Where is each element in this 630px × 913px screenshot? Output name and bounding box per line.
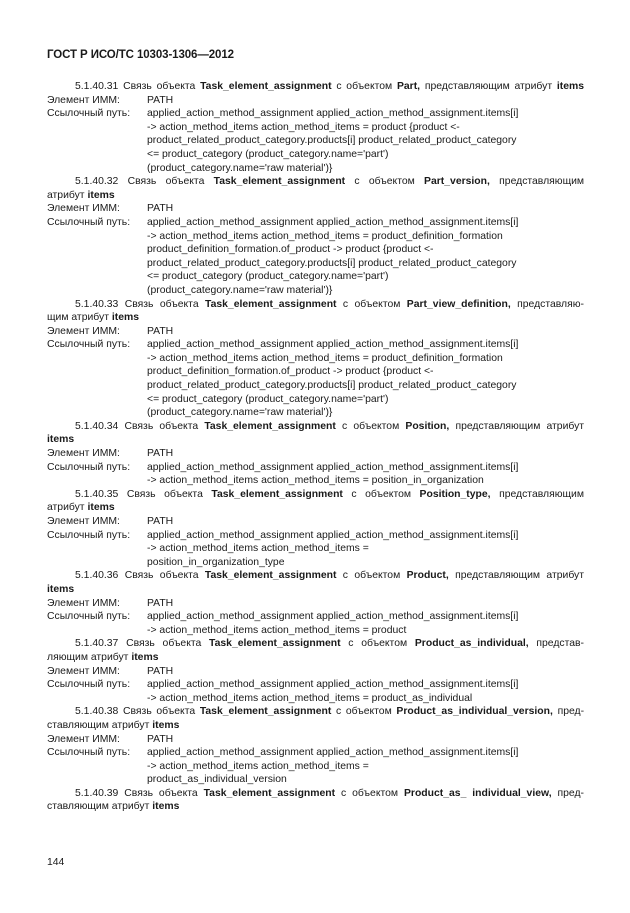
section-number: 5.1.40.35 xyxy=(75,488,119,500)
attribute-name: items xyxy=(556,81,584,92)
heading-text: пред- xyxy=(557,787,585,799)
path-line: applied_action_method_assignment applied_action_method_assignment.items[i] xyxy=(147,339,519,351)
attribute-name: items xyxy=(152,801,180,813)
entity-name: Task_element_assignment xyxy=(213,176,346,188)
path-line: applied_action_method_assignment applied_action_method_assignment.items[i] xyxy=(147,108,519,120)
heading-continuation xyxy=(47,800,584,814)
heading-first-line xyxy=(47,175,584,189)
heading-first-line xyxy=(47,298,584,312)
element-row xyxy=(47,665,584,679)
section-heading xyxy=(47,420,584,447)
path-value xyxy=(147,678,584,705)
element-row xyxy=(47,597,584,611)
heading-first-line xyxy=(47,637,584,651)
element-value: PATH xyxy=(147,325,174,337)
heading-text: ставляющим атрибут xyxy=(47,801,150,813)
path-label: Ссылочный путь: xyxy=(47,747,131,759)
attribute-name: items xyxy=(131,651,159,663)
attribute-name: items xyxy=(111,312,139,324)
document-body xyxy=(47,80,584,814)
path-value xyxy=(147,338,584,420)
target-entity-name: Product, xyxy=(406,570,449,582)
target-entity-name: Position, xyxy=(405,420,450,432)
section-heading xyxy=(47,787,584,814)
mapping-section xyxy=(47,420,584,488)
heading-first-line xyxy=(47,488,584,502)
section-heading xyxy=(47,705,584,732)
entity-name: Task_element_assignment xyxy=(199,706,332,718)
path-line: applied_action_method_assignment applied_action_method_assignment.items[i] xyxy=(147,679,519,691)
path-line: product_definition_formation.of_product -> product {product <- xyxy=(147,244,434,256)
entity-name: Task_element_assignment xyxy=(204,570,337,582)
path-row xyxy=(47,107,584,175)
path-label: Ссылочный путь: xyxy=(47,108,131,120)
element-label: Элемент ИММ: xyxy=(47,597,120,609)
section-number: 5.1.40.32 xyxy=(75,176,119,188)
attribute-name: items xyxy=(152,719,180,731)
section-heading xyxy=(47,637,584,664)
heading-text: представляющим атрибут xyxy=(424,81,553,92)
path-line: applied_action_method_assignment applied_action_method_assignment.items[i] xyxy=(147,747,519,759)
heading-text: Связь объекта xyxy=(124,298,199,310)
heading-text: Связь объекта xyxy=(126,488,203,500)
heading-text: представ- xyxy=(536,638,584,650)
path-line: applied_action_method_assignment applied_action_method_assignment.items[i] xyxy=(147,529,519,541)
entity-name: Task_element_assignment xyxy=(211,488,343,500)
path-line: -> action_method_items action_method_items = product {product <- xyxy=(147,121,460,133)
target-entity-name: Position_type, xyxy=(419,488,491,500)
element-label: Элемент ИММ: xyxy=(47,203,120,215)
attribute-name: items xyxy=(47,583,75,595)
heading-first-line xyxy=(47,705,584,719)
element-label: Элемент ИММ: xyxy=(47,516,120,527)
path-row xyxy=(47,610,584,637)
path-label: Ссылочный путь: xyxy=(47,679,131,691)
entity-name: Task_element_assignment xyxy=(209,638,341,650)
section-number: 5.1.40.36 xyxy=(75,570,119,582)
attribute-name: items xyxy=(87,502,115,514)
heading-text: Связь объекта xyxy=(124,570,199,582)
path-label: Ссылочный путь: xyxy=(47,611,131,623)
heading-text: с объектом xyxy=(335,706,392,718)
heading-text: Связь объекта xyxy=(126,638,202,650)
mapping-section xyxy=(47,80,584,175)
element-label: Элемент ИММ: xyxy=(47,325,120,337)
path-line: position_in_organization_type xyxy=(147,556,285,568)
attribute-name: items xyxy=(87,189,115,201)
element-label: Элемент ИММ: xyxy=(47,448,120,460)
heading-first-line xyxy=(47,420,584,434)
heading-continuation xyxy=(47,719,584,733)
element-row xyxy=(47,733,584,747)
heading-text: с объектом xyxy=(351,488,412,500)
path-line: -> action_method_items action_method_items = product_as_individual xyxy=(147,692,473,704)
heading-continuation xyxy=(47,651,584,665)
heading-first-line xyxy=(47,569,584,583)
document-header: ГОСТ Р ИСО/ТС 10303-1306—2012 xyxy=(47,49,234,61)
page-number: 144 xyxy=(47,857,65,868)
section-number: 5.1.40.34 xyxy=(75,420,119,432)
element-value: PATH xyxy=(147,665,174,677)
path-line: -> action_method_items action_method_items = product_definition_formation xyxy=(147,352,503,364)
element-value: PATH xyxy=(147,94,174,106)
heading-text: представляющим xyxy=(499,488,584,500)
path-row xyxy=(47,746,584,787)
heading-text: с объектом xyxy=(336,81,393,92)
element-row xyxy=(47,447,584,461)
heading-continuation xyxy=(47,501,584,515)
path-value xyxy=(147,107,584,175)
section-number: 5.1.40.38 xyxy=(75,706,119,718)
heading-continuation xyxy=(47,433,584,447)
section-number: 5.1.40.39 xyxy=(75,787,119,799)
heading-text: с объектом xyxy=(341,787,399,799)
entity-name: Task_element_assignment xyxy=(200,81,332,92)
path-line: -> action_method_items action_method_items = xyxy=(147,543,369,555)
path-value xyxy=(147,216,584,298)
heading-text: с объектом xyxy=(341,420,400,432)
mapping-section xyxy=(47,569,584,637)
element-value: PATH xyxy=(147,203,174,215)
section-number: 5.1.40.31 xyxy=(75,81,119,92)
element-row xyxy=(47,202,584,216)
section-heading xyxy=(47,175,584,202)
element-value: PATH xyxy=(147,733,174,745)
section-heading xyxy=(47,569,584,596)
path-line: product_related_product_category.products[i] product_related_product_category xyxy=(147,380,517,392)
target-entity-name: Part_version, xyxy=(424,176,490,188)
section-number: 5.1.40.33 xyxy=(75,298,119,310)
entity-name: Task_element_assignment xyxy=(204,420,336,432)
path-row xyxy=(47,338,584,420)
mapping-section xyxy=(47,488,584,570)
element-label: Элемент ИММ: xyxy=(47,665,120,677)
element-value: PATH xyxy=(147,516,174,527)
path-line: applied_action_method_assignment applied_action_method_assignment.items[i] xyxy=(147,461,519,473)
path-line: -> action_method_items action_method_items = product_definition_formation xyxy=(147,230,503,242)
element-label: Элемент ИММ: xyxy=(47,733,120,745)
path-line: <= product_category (product_category.name='part') xyxy=(147,271,389,283)
target-entity-name: Product_as_ individual_view, xyxy=(403,787,552,799)
heading-continuation xyxy=(47,189,584,203)
heading-text: представляющим xyxy=(499,176,585,188)
path-value xyxy=(147,461,584,488)
path-line: -> action_method_items action_method_items = product xyxy=(147,624,407,636)
target-entity-name: Product_as_individual, xyxy=(414,638,529,650)
path-label: Ссылочный путь: xyxy=(47,529,131,541)
heading-text: с объектом xyxy=(342,298,401,310)
heading-text: щим атрибут xyxy=(47,312,109,324)
heading-text: представляющим атрибут xyxy=(455,420,585,432)
heading-text: Связь объекта xyxy=(127,176,205,188)
heading-text: представляющим атрибут xyxy=(455,570,584,582)
heading-text: ляющим атрибут xyxy=(47,651,129,663)
path-row xyxy=(47,461,584,488)
target-entity-name: Part_view_definition, xyxy=(406,298,511,310)
path-line: product_related_product_category.products[i] product_related_product_category xyxy=(147,257,517,269)
path-line: <= product_category (product_category.name='part') xyxy=(147,393,389,405)
section-heading xyxy=(47,80,584,94)
heading-text: с объектом xyxy=(354,176,415,188)
path-row xyxy=(47,529,584,570)
heading-text: атрибут xyxy=(47,189,85,201)
path-label: Ссылочный путь: xyxy=(47,461,131,473)
path-row xyxy=(47,678,584,705)
heading-text: с объектом xyxy=(348,638,408,650)
path-value xyxy=(147,610,584,637)
path-label: Ссылочный путь: xyxy=(47,339,131,351)
mapping-section xyxy=(47,175,584,297)
target-entity-name: Product_as_individual_version, xyxy=(396,706,553,718)
section-heading xyxy=(47,298,584,325)
heading-text: Связь объекта xyxy=(123,81,196,92)
entity-name: Task_element_assignment xyxy=(205,298,337,310)
element-row xyxy=(47,325,584,339)
path-line: <= product_category (product_category.name='part') xyxy=(147,148,389,160)
path-line: applied_action_method_assignment applied_action_method_assignment.items[i] xyxy=(147,216,519,228)
entity-name: Task_element_assignment xyxy=(203,787,336,799)
heading-text: Связь объекта xyxy=(124,787,198,799)
element-value: PATH xyxy=(147,597,174,609)
target-entity-name: Part, xyxy=(396,81,421,92)
heading-text: атрибут xyxy=(47,502,85,514)
path-line: (product_category.name='raw material')} xyxy=(147,162,333,174)
element-label: Элемент ИММ: xyxy=(47,94,120,106)
heading-text: ставляющим атрибут xyxy=(47,719,150,731)
section-number: 5.1.40.37 xyxy=(75,638,119,650)
attribute-name: items xyxy=(47,434,75,446)
mapping-section xyxy=(47,637,584,705)
path-line: -> action_method_items action_method_items = xyxy=(147,760,369,772)
path-line: (product_category.name='raw material')} xyxy=(147,284,333,296)
heading-text: пред- xyxy=(557,706,585,718)
element-row xyxy=(47,94,584,108)
path-line: product_as_individual_version xyxy=(147,774,287,786)
path-row xyxy=(47,216,584,298)
element-value: PATH xyxy=(147,448,174,460)
mapping-section xyxy=(47,787,584,814)
heading-continuation xyxy=(47,583,584,597)
heading-text: с объектом xyxy=(342,570,401,582)
mapping-section xyxy=(47,705,584,787)
path-label: Ссылочный путь: xyxy=(47,216,131,228)
path-value xyxy=(147,529,584,570)
heading-text: представляю- xyxy=(517,298,584,310)
section-heading xyxy=(47,488,584,515)
path-line: product_definition_formation.of_product -> product {product <- xyxy=(147,366,434,378)
path-line: applied_action_method_assignment applied_action_method_assignment.items[i] xyxy=(147,611,519,623)
mapping-section xyxy=(47,298,584,420)
path-line: (product_category.name='raw material')} xyxy=(147,407,333,419)
path-line: product_related_product_category.products[i] product_related_product_category xyxy=(147,135,517,147)
path-line: -> action_method_items action_method_items = position_in_organization xyxy=(147,475,484,487)
heading-text: Связь объекта xyxy=(124,420,199,432)
heading-text: Связь объекта xyxy=(123,706,196,718)
heading-first-line xyxy=(47,80,584,94)
heading-continuation xyxy=(47,311,584,325)
path-value xyxy=(147,746,584,787)
heading-first-line xyxy=(47,787,584,801)
element-row xyxy=(47,515,584,529)
